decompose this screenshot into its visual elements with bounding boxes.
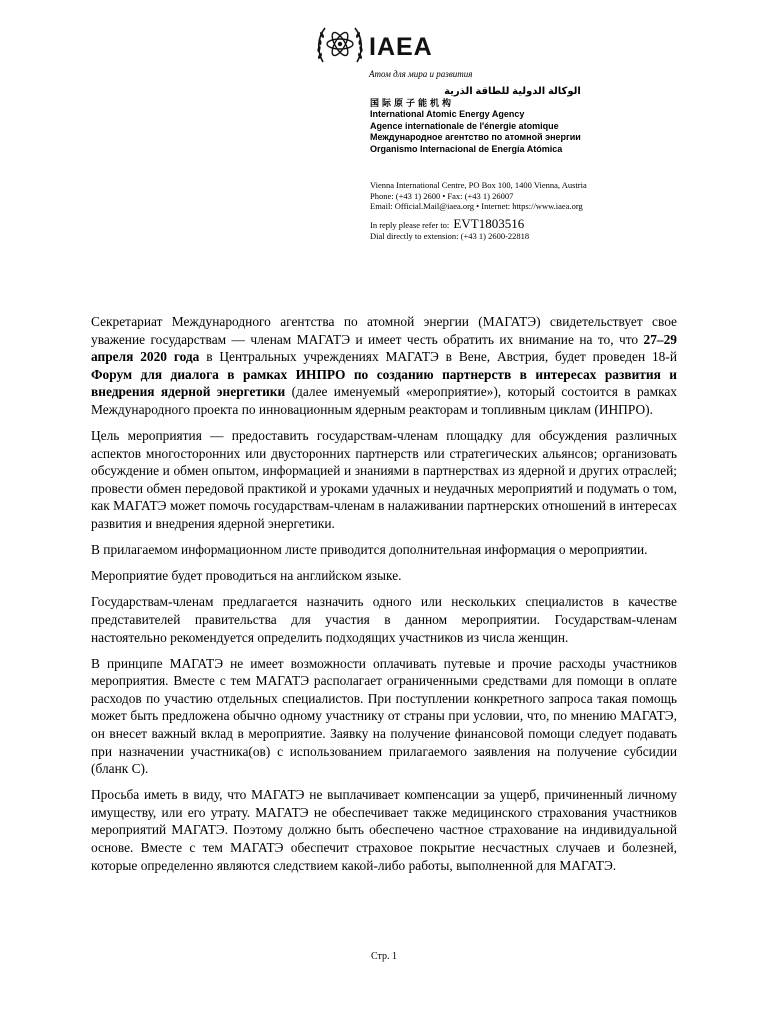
contact-block <box>370 180 587 212</box>
paragraph-7: Просьба иметь в виду, что МАГАТЭ не выплачивает компенсации за ущерб, причиненный личному имуществу, или его утрату. МАГАТЭ не обеспечивает также медицинского страхования участников мероприятий МАГАТЭ. Поэтому должно быть обеспечено частное страхование на индивидуальной основе. Вместе с тем МАГАТЭ обеспечит страховое покрытие несчастных случаев и болезней, которые определенно являются следствием какой-либо работы, выполненной для МАГАТЭ. <box>91 787 677 873</box>
extension: Dial directly to extension: (+43 1) 2600-22818 <box>370 231 530 241</box>
paragraph-5: Государствам-членам предлагается назначить одного или нескольких специалистов в качестве представителей правительства для участия в данном мероприятии. Государствам-членам настоятельно рекомендуется определить подходящих участников из числа женщин. <box>91 594 677 645</box>
address: Vienna International Centre, PO Box 100, 1400 Vienna, Austria <box>370 180 587 190</box>
iaea-emblem-icon <box>315 22 365 68</box>
email-internet: Email: Official.Mail@iaea.org • Internet: https://www.iaea.org <box>370 201 583 211</box>
event-date: 27–29 апреля 2020 года <box>91 331 677 365</box>
reference-number: EVT1803516 <box>453 216 525 231</box>
reply-block <box>370 218 529 242</box>
tagline: Атом для мира и развития <box>369 69 473 79</box>
org-name-russian: Международное агентство по атомной энергии <box>370 132 581 142</box>
reply-label: In reply please refer to: <box>370 220 450 230</box>
org-short-name: IAEA <box>369 33 433 61</box>
paragraph-6: В принципе МАГАТЭ не имеет возможности оплачивать путевые и прочие расходы участников мероприятия. Вместе с тем МАГАТЭ располагает ограниченными средствами для помощи в оплате расходов по участию отдельных специалистов. При поступлении конкретного запроса такая помощь может быть предложена обычно одному участнику от страны при условии, что, по мнению МАГАТЭ, он внесет важный вклад в мероприятие. Заявку на получение финансовой помощи следует подавать при назначении участника(ов) с использованием прилагаемого заявления на получение субсидии (бланк С). <box>91 655 677 777</box>
paragraph-3: В прилагаемом информационном листе приводится дополнительная информация о мероприятии. <box>91 542 648 558</box>
p1-text-c: (далее именуемый «мероприятие»), который состоится в рамках Международного проекта по инновационным ядерным реакторам и топливным циклам (ИНПРО). <box>91 384 678 417</box>
letter-body <box>91 313 677 883</box>
p1-text-b: в Центральных учреждениях МАГАТЭ в Вене, Австрия, будет проведен 18-й <box>199 349 677 365</box>
org-name-french: Agence internationale de l'énergie atomique <box>370 120 559 131</box>
paragraph-1 <box>91 313 677 419</box>
page-number: Стр. 1 <box>370 951 398 962</box>
org-name-chinese: 国际原子能机构 <box>370 97 455 108</box>
event-title: Форум для диалога в рамках ИНПРО по созданию партнерств в интересах развития и внедрения ядерной энергетики <box>91 366 677 400</box>
org-names-block <box>370 86 581 155</box>
paragraph-2: Цель мероприятия — предоставить государствам-членам площадку для обсуждения различных аспектов многосторонних или двусторонних партнерств или стратегических альянсов; организовать обсуждение и обмен опытом, информацией и знаниями в партнерствах из ядерной и других отраслей; провести обмен передовой практикой и уроками удачных и неудачных мероприятий и подумать о том, как МАГАТЭ может помочь государствам-членам в налаживании партнерских отношений в интересах развития и внедрения ядерной энергетики. <box>91 428 677 532</box>
org-name-spanish: Organismo Internacional de Energía Atómica <box>370 143 563 154</box>
paragraph-4: Мероприятие будет проводиться на английском языке. <box>91 568 402 584</box>
org-name-english: International Atomic Energy Agency <box>370 109 525 119</box>
phone-fax: Phone: (+43 1) 2600 • Fax: (+43 1) 26007 <box>370 190 514 201</box>
org-name-arabic: الوكالة الدولية للطاقة الذرية <box>444 86 581 97</box>
p1-text-a: Секретариат Международного агентства по атомной энергии (МАГАТЭ) свидетельствует свое уважение государствам — членам МАГАТЭ и имеет честь обратить их внимание на то, что <box>91 314 677 347</box>
